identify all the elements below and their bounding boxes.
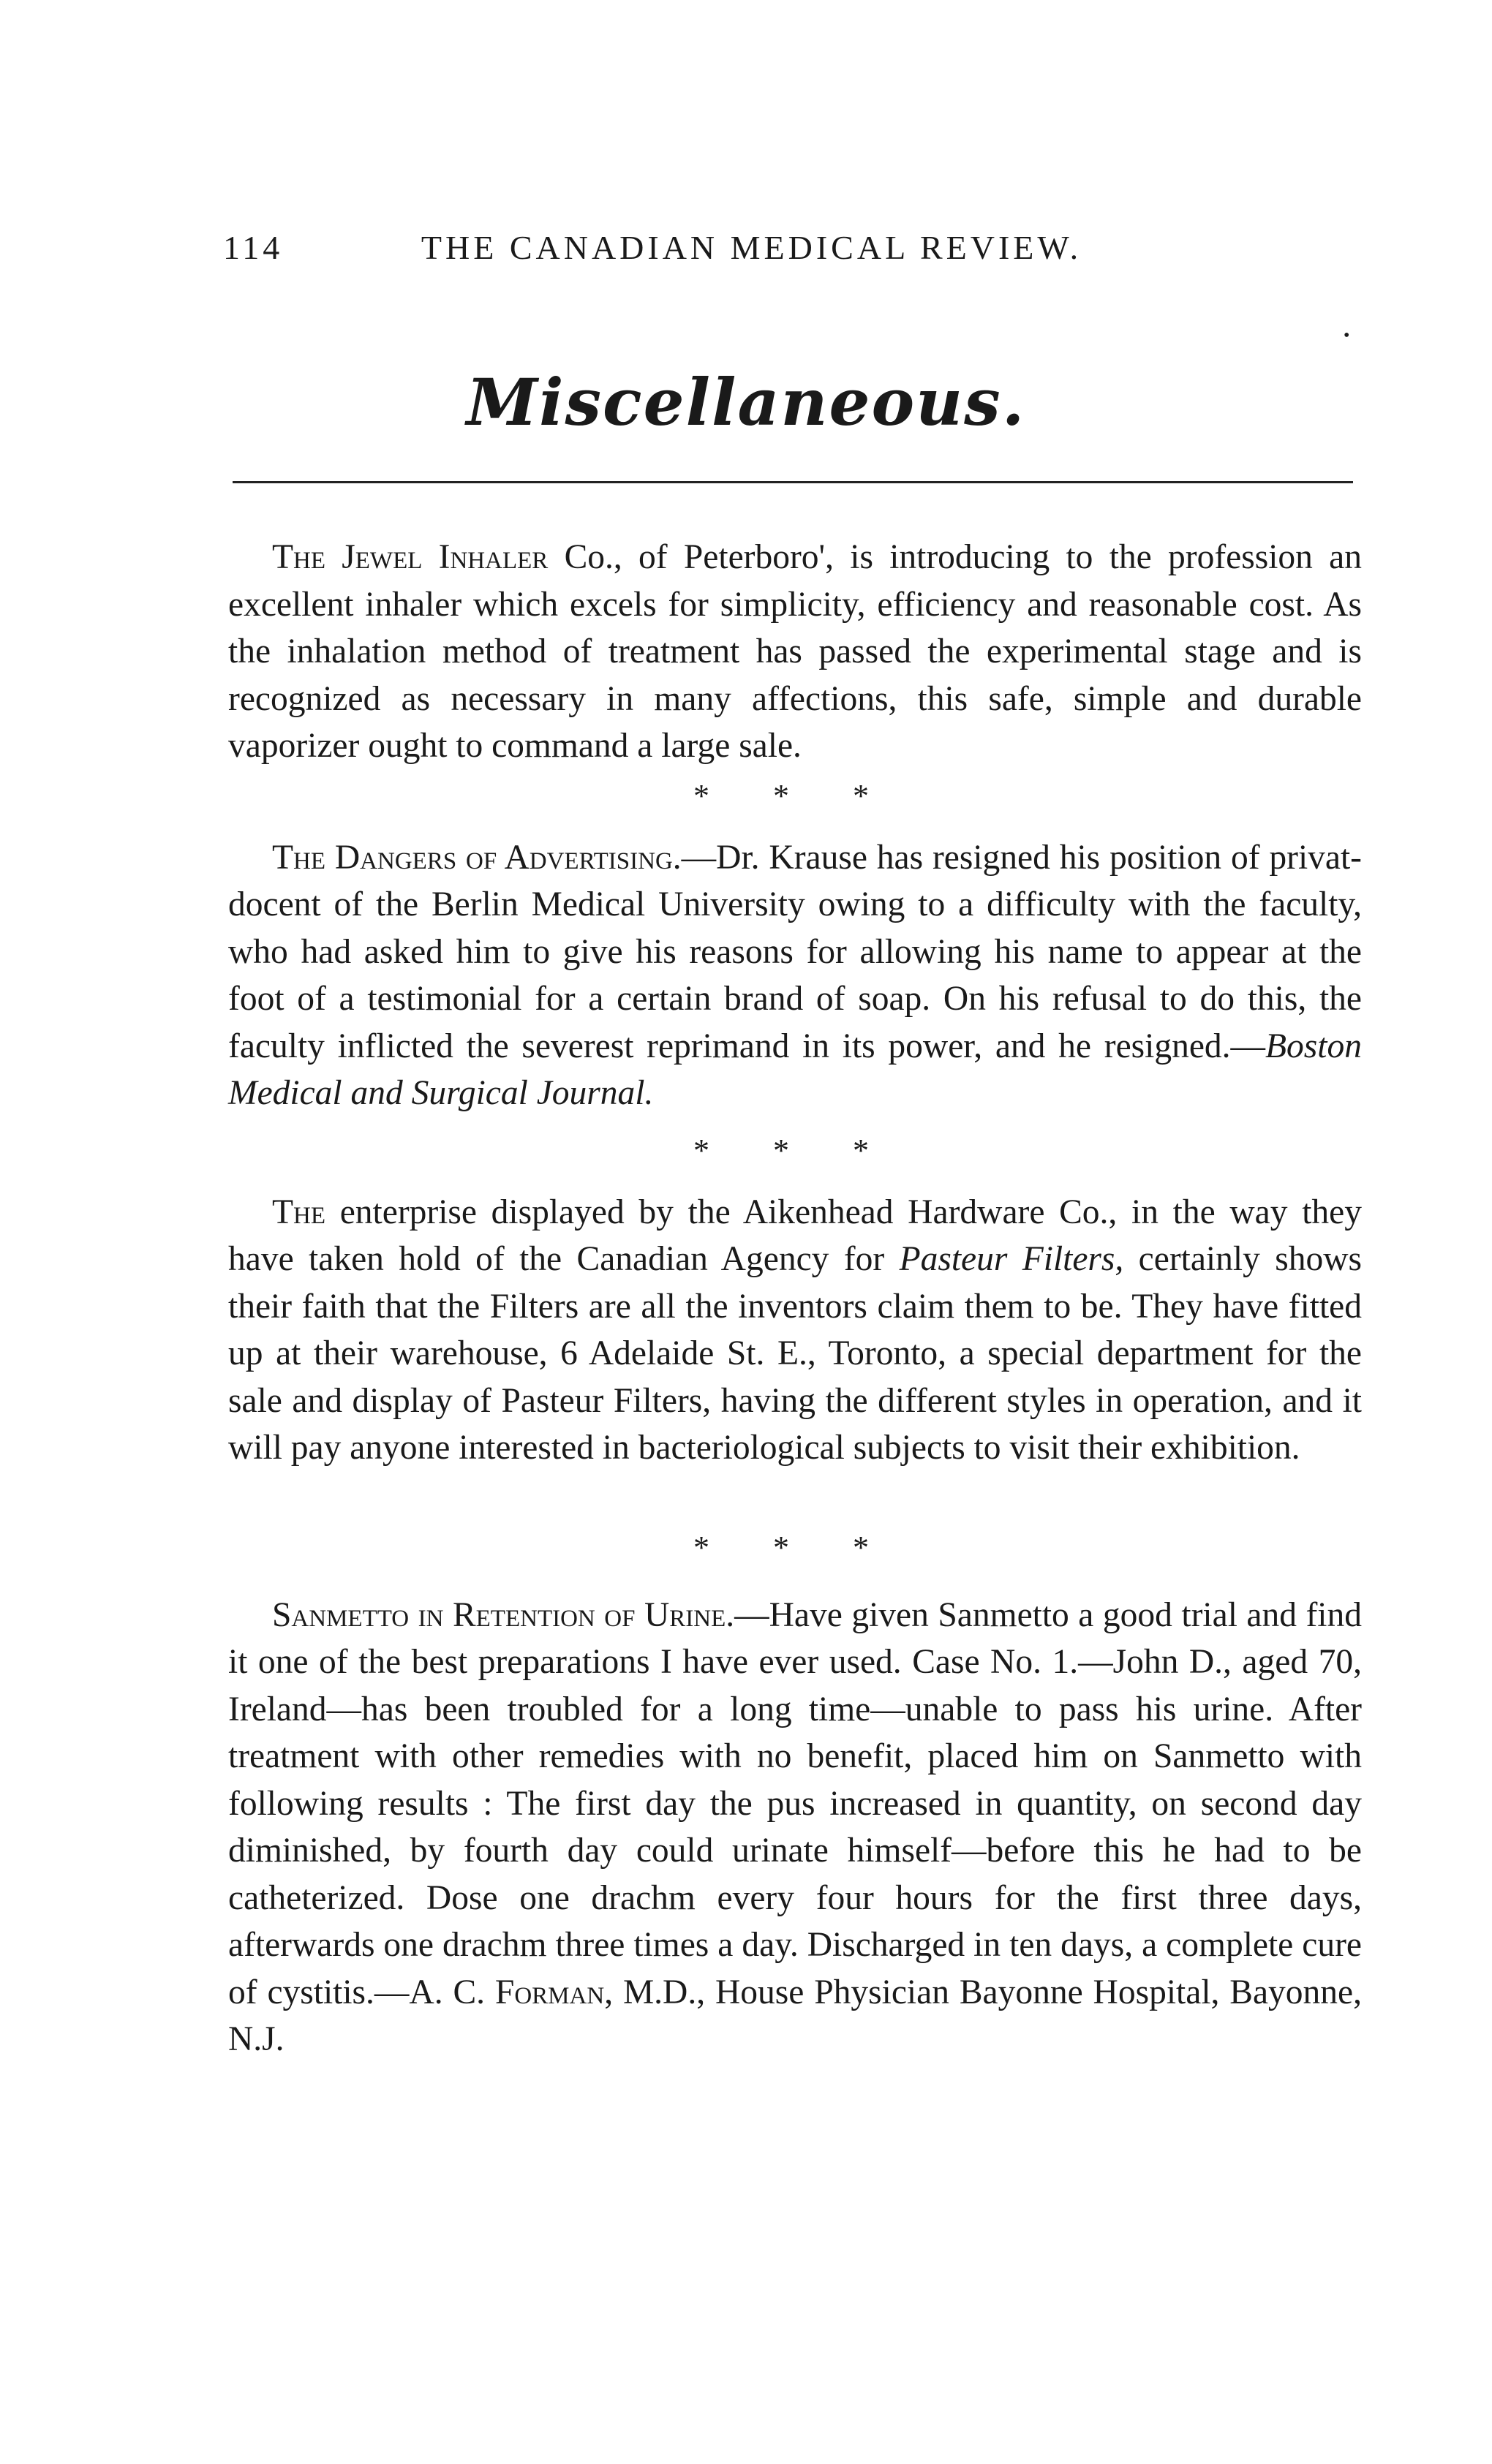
article-text: —Dr. Krause has resigned his position of privat-docent of the Berlin Medical University owing to a difficulty with the faculty, who had asked him to give his reasons for allowing his name to appear at the foot of a testimonial for a certain brand of soap. On his refusal to do this, the faculty inflicted the severest reprimand in its power, and he resigned.— <box>228 838 1362 1065</box>
article-jewel-inhaler <box>228 534 1362 770</box>
article-lead: Sanmetto in Retention of Urine. <box>272 1595 735 1634</box>
journal-title: THE CANADIAN MEDICAL REVIEW. <box>421 229 1082 266</box>
section-separator: * * * <box>693 1529 897 1565</box>
page-number: 114 <box>223 229 284 266</box>
article-text: , M.D., House Physician Bayonne Hospital, Bayonne, N.J. <box>228 1973 1362 2058</box>
section-separator: * * * <box>693 777 897 814</box>
article-pasteur-filters <box>228 1189 1362 1472</box>
article-sanmetto <box>228 1592 1362 2063</box>
article-lead: The Jewel Inhaler <box>272 538 549 576</box>
section-title: Miscellaneous. <box>466 364 1026 440</box>
article-dangers-of-advertising <box>228 834 1362 1117</box>
article-text: —Have given Sanmetto a good trial and find it one of the best preparations I have ever used. Case No. 1.—John D., aged 70, Ireland—has been troubled for a long time—unable to pass his urine. After treatment with other remedies with no benefit, placed him on Sanmetto with following results : The first day the pus increased in quantity, on second day diminished, by fourth day could urinate himself—before this he had to be catheterized. Dose one drachm every four hours for the first three days, afterwards one drachm three times a day. Discharged in ten days, a complete cure of cystitis.—A. C. <box>228 1595 1362 2011</box>
article-text: Co., of Peterboro', is introducing to the profession an excellent inhaler which excels for simplicity, efficiency and reasonable cost. As the inhalation method of treatment has passed the experimental stage and is recognized as necessary in many affections, this safe, simple and durable vaporizer ought to command a large sale. <box>228 538 1363 765</box>
running-head <box>223 228 1280 272</box>
article-source: Boston Medical and Surgical Journal. <box>228 1027 1362 1112</box>
section-separator: * * * <box>693 1132 897 1168</box>
title-rule <box>233 481 1353 483</box>
article-text: certainly shows their faith that the Filters are all the inventors claim them to be. They have fitted up at their warehouse, 6 Adelaide St. E., Toronto, a special department for the sale and display of Pasteur Filters, having the different styles in operation, and it will pay anyone interested in bacteriological subjects to visit their exhibition. <box>228 1240 1362 1467</box>
article-lead: The Dangers of Advertising. <box>272 838 682 877</box>
stray-mark: • <box>1344 326 1350 345</box>
article-body <box>228 534 1362 2063</box>
article-text: enterprise displayed by the Aikenhead Hardware Co., in the way they have taken hold of the Canadian Agency for <box>228 1193 1362 1278</box>
article-author: Forman <box>494 1973 605 2011</box>
article-italic-phrase: Pasteur Filters, <box>899 1240 1124 1278</box>
article-lead: The <box>272 1193 326 1231</box>
